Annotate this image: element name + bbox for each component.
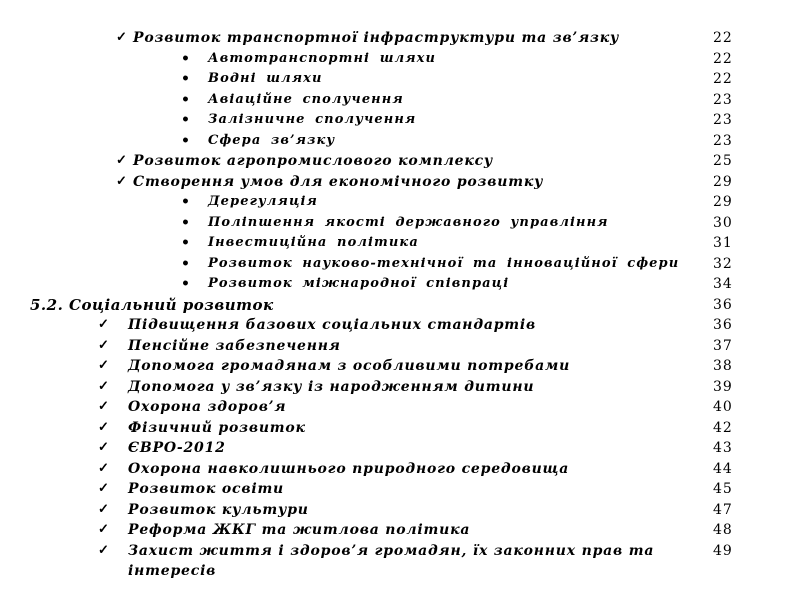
toc-page-number: 29 [713, 194, 733, 210]
toc-page-number: 43 [713, 440, 733, 456]
toc-row [0, 274, 800, 295]
toc-page-number: 49 [713, 542, 733, 559]
toc-row [0, 192, 800, 213]
toc-row [0, 377, 800, 398]
check-icon: ✓ [98, 481, 109, 496]
toc-row [0, 172, 800, 193]
toc-row [0, 438, 800, 459]
toc-row [0, 213, 800, 234]
check-icon: ✓ [116, 173, 127, 189]
toc-entry-label: Розвиток освіти [128, 481, 285, 497]
toc-entry-label: Сфера зв’язку [208, 132, 336, 148]
toc-page-number: 25 [713, 153, 733, 169]
check-icon: ✓ [98, 337, 109, 353]
bullet-icon: • [181, 214, 190, 231]
check-icon: ✓ [98, 460, 109, 476]
toc-entry-label: Пенсійне забезпечення [128, 337, 341, 354]
toc-row [0, 49, 800, 70]
toc-row [0, 110, 800, 131]
toc-entry-label: Реформа ЖКГ та житлова політика [128, 522, 471, 538]
check-icon: ✓ [98, 501, 109, 517]
toc-page-number: 39 [713, 378, 733, 395]
toc-row [0, 500, 800, 521]
toc-entry-label: 5.2. Соціальний розвиток [30, 295, 274, 314]
toc-entry-label: Охорона навколишнього природного середовища [128, 460, 570, 477]
toc-row [0, 233, 800, 254]
toc-row [0, 295, 800, 316]
toc-entry-label: Залізничне сполучення [208, 112, 417, 127]
toc-entry-label: Охорона здоров’я [128, 399, 287, 415]
bullet-icon: • [181, 255, 190, 272]
toc-page-number: 34 [713, 276, 733, 292]
bullet-icon: • [181, 276, 190, 292]
bullet-icon: • [181, 194, 190, 210]
toc-page-number: 22 [713, 71, 733, 87]
toc-row [0, 151, 800, 172]
toc-entry-label: Розвиток науково-технічної та інноваційної сфери [208, 255, 680, 271]
check-icon: ✓ [98, 542, 109, 558]
check-icon: ✓ [98, 419, 109, 435]
toc-entry-label: Авіаційне сполучення [208, 91, 404, 107]
toc-entry-label: Інвестиційна політика [208, 235, 419, 250]
check-icon: ✓ [98, 317, 109, 332]
toc-page-number: 22 [713, 30, 733, 46]
toc-entry-label: Створення умов для економічного розвитку [133, 173, 544, 190]
bullet-icon: • [181, 91, 190, 108]
toc-page-number: 23 [713, 132, 733, 149]
toc-row [0, 254, 800, 275]
toc-row [0, 520, 800, 541]
bullet-icon: • [181, 71, 190, 87]
toc-page-number: 40 [713, 399, 733, 415]
toc-page-number: 45 [713, 481, 733, 497]
check-icon: ✓ [98, 358, 109, 373]
toc-row [0, 479, 800, 500]
toc-page-number: 38 [713, 358, 733, 374]
toc-page-number: 37 [713, 337, 733, 354]
toc-row [0, 541, 800, 582]
toc-entry-label: Дерегуляція [208, 194, 318, 209]
toc-row [0, 418, 800, 439]
check-icon: ✓ [116, 30, 127, 45]
toc-page-number: 36 [713, 317, 733, 333]
toc-entry-label: Допомога громадянам з особливими потребами [128, 358, 571, 374]
toc-entry-label: ЄВРО-2012 [128, 440, 226, 456]
toc-page-number: 31 [713, 235, 733, 251]
toc-entry-label: Підвищення базових соціальних стандартів [128, 317, 537, 333]
toc-entry-label: Фізичний розвиток [128, 419, 306, 436]
toc-row [0, 356, 800, 377]
toc-row [0, 336, 800, 357]
toc-row [0, 315, 800, 336]
toc-page-number: 29 [713, 173, 733, 190]
toc-entry-label: Захист життя і здоров’я громадян, їх законних прав та інтересів [128, 542, 655, 579]
toc-entry-label: Водні шляхи [208, 71, 323, 86]
bullet-icon: • [181, 112, 190, 128]
toc-page-number: 44 [713, 460, 733, 477]
toc-page-number: 23 [713, 112, 733, 128]
check-icon: ✓ [98, 440, 109, 455]
toc-page-number: 36 [713, 296, 733, 313]
toc-entry-label: Розвиток міжнародної співпраці [208, 276, 510, 291]
toc-row [0, 90, 800, 111]
bullet-icon: • [181, 132, 190, 149]
check-icon: ✓ [98, 522, 109, 537]
toc-row [0, 131, 800, 152]
bullet-icon: • [181, 50, 190, 67]
toc-row [0, 28, 800, 49]
toc-page-number: 47 [713, 501, 733, 518]
check-icon: ✓ [98, 399, 109, 414]
toc-page-number: 42 [713, 419, 733, 436]
toc-entry-label: Поліпшення якості державного управління [208, 214, 609, 230]
check-icon: ✓ [116, 153, 127, 168]
check-icon: ✓ [98, 378, 109, 394]
toc-page-number: 22 [713, 50, 733, 67]
toc-row [0, 69, 800, 90]
toc-row [0, 459, 800, 480]
toc-page-number: 48 [713, 522, 733, 538]
toc-entry-label: Розвиток агропромислового комплексу [133, 153, 494, 169]
toc-page-number: 32 [713, 255, 733, 272]
toc-entry-label: Допомога у зв’язку із народженням дитини [128, 378, 535, 395]
toc-row [0, 397, 800, 418]
toc-page-number: 30 [713, 214, 733, 231]
toc-entry-label: Розвиток культури [128, 501, 309, 518]
toc-page-number: 23 [713, 91, 733, 108]
toc-entry-label: Розвиток транспортної інфраструктури та зв’язку [133, 30, 620, 46]
toc-entry-label: Автотранспортні шляхи [208, 50, 437, 66]
bullet-icon: • [181, 235, 190, 251]
